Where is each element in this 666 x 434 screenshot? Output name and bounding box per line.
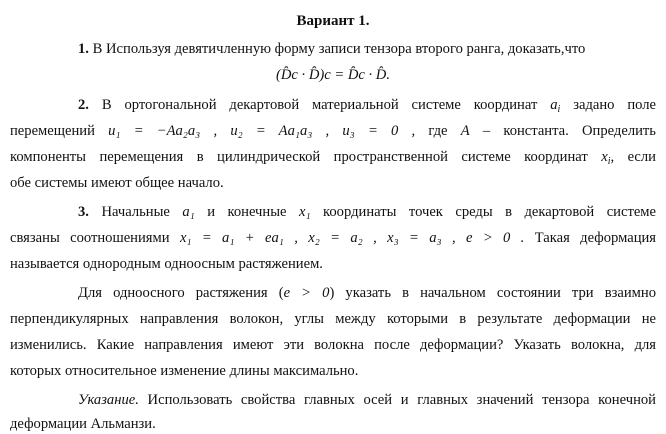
problem-2-line-1: 2. В ортогональной декартовой материальной системе координат $a_i$ задано поле [78, 97, 657, 115]
problem-2-number: 2. [78, 97, 89, 113]
problem-3-line-3: называется однородным одноосным растяжением. [10, 256, 323, 272]
problem-3-number: 3. [78, 204, 89, 220]
hint-line-2: деформации Альманзи. [10, 416, 156, 432]
problem-1-formula: (D̂c · D̂)c = D̂c · D̂. [276, 67, 390, 83]
hint-label: Указание. [78, 392, 139, 408]
problem-3-para-2-line-3: изменились. Какие направления имеют эти волокна после деформации? Указать волокна, для [10, 337, 656, 353]
problem-1-statement [78, 40, 658, 58]
var-a: $a_i$ [550, 97, 561, 115]
variant-title: Вариант 1. [296, 13, 370, 29]
problem-3-para-2-line-1: Для одноосного растяжения (e > 0) указать в начальном состоянии три взаимно [78, 285, 656, 301]
problem-3-para-2-line-2: перпендикулярных направления волокон, углы между которыми в результате деформации не [10, 311, 656, 327]
problem-1-number: 1. [78, 41, 89, 57]
problem-3-line-2: связаны соотношениями x₁ = a₁ + ea₁ , x₂ = a₂ , x₃ = a₃ , e > 0 . Такая деформация [10, 230, 657, 246]
problem-2-line-2: перемещений u₁ = −Aa₂a₃ , u₂ = Aa₁a₃ , u₃ = 0 , где A – константа. Определить [10, 123, 656, 139]
problem-2-line-3: компоненты перемещения в цилиндрической пространственной системе координат $x_i$, если [10, 149, 656, 167]
problem-2-line-4: обе системы имеют общее начало. [10, 175, 224, 191]
problem-3-line-1: 3. Начальные a₁ и конечные x₁ координаты точек среды в декартовой системе [78, 204, 657, 220]
hint-line-1: Указание. Использовать свойства главных осей и главных значений тензора конечной [78, 392, 656, 408]
problem-3-para-2-line-4: которых относительное изменение длины максимально. [10, 363, 359, 379]
problem-1-text: В Используя девятичленную форму записи тензора второго ранга, доказать,что [92, 41, 586, 57]
var-x: $x_i$ [601, 149, 611, 167]
